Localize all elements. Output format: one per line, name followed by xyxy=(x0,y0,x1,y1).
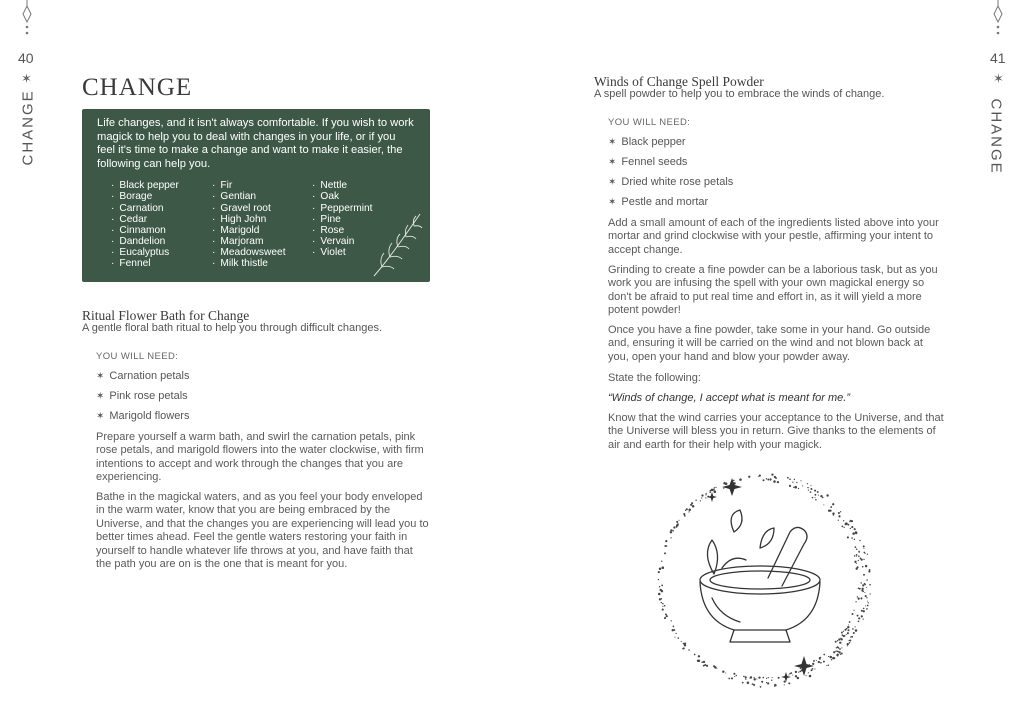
ingredient-item: · High John xyxy=(212,214,312,225)
rosemary-sprig-icon xyxy=(370,210,426,278)
ritual-need-label: YOU WILL NEED: xyxy=(96,351,179,362)
spell-title: Winds of Change Spell Powder xyxy=(594,74,764,89)
ingredient-column-1 xyxy=(97,180,212,269)
diamond-drop-ornament-icon xyxy=(20,0,34,40)
spell-quote: “Winds of change, I accept what is meant for me.” xyxy=(608,392,851,404)
side-title-right: CHANGE xyxy=(987,98,1005,175)
ritual-need-item: ✶ Pink rose petals xyxy=(96,390,188,402)
ingredient-item: · Marigold xyxy=(212,225,312,236)
page-title: CHANGE xyxy=(82,74,193,101)
spell-paragraph: Once you have a fine powder, take some in your hand. Go outside and, ensuring it will be carried on the wind and not blown back at you, open your hand and blow your powder away. xyxy=(608,324,931,363)
spell-paragraph: Add a small amount of each of the ingredients listed above into your mortar and grind clockwise with your pestle, affirming your intent to accept change. xyxy=(608,217,939,256)
ritual-title: Ritual Flower Bath for Change xyxy=(82,308,250,323)
ingredient-item: · Eucalyptus xyxy=(111,247,212,258)
ingredient-item: · Meadowsweet xyxy=(212,247,312,258)
spell-subtitle: A spell powder to help you to embrace the winds of change. xyxy=(594,88,885,100)
ingredient-columns xyxy=(97,180,416,269)
intro-box xyxy=(82,109,430,282)
ritual-need-item: ✶ Marigold flowers xyxy=(96,410,190,422)
spell-paragraph: State the following: xyxy=(608,372,701,384)
ingredient-item: · Fennel xyxy=(111,258,212,269)
ingredient-item: · Violet xyxy=(312,247,392,258)
ritual-need-item: ✶ Carnation petals xyxy=(96,370,190,382)
ingredient-item: · Rose xyxy=(312,225,392,236)
ritual-subtitle: A gentle floral bath ritual to help you through difficult changes. xyxy=(82,322,383,334)
mortar-pestle-illustration-icon xyxy=(650,470,874,692)
page-number-left: 40 xyxy=(18,50,34,66)
ingredient-item: · Peppermint xyxy=(312,203,392,214)
side-title-left: CHANGE xyxy=(19,89,37,166)
ingredient-item: · Nettle xyxy=(312,180,392,191)
spell-need-item: ✶ Pestle and mortar xyxy=(608,196,709,208)
page-number-right: 41 xyxy=(990,50,1006,66)
intro-text: Life changes, and it isn't always comfortable. If you wish to work magick to help you to deal with changes in your life, or if you feel it's time to make a change and want to make it easier, the following can help you. xyxy=(97,117,414,170)
ingredient-item: · Dandelion xyxy=(111,236,212,247)
ingredient-item: · Cedar xyxy=(111,214,212,225)
ingredient-item: · Fir xyxy=(212,180,312,191)
diamond-drop-ornament-icon xyxy=(991,0,1005,40)
ingredient-item: · Gentian xyxy=(212,191,312,202)
ingredient-item: · Milk thistle xyxy=(212,258,312,269)
spell-need-item: ✶ Dried white rose petals xyxy=(608,176,734,188)
spell-need-item: ✶ Fennel seeds xyxy=(608,156,688,168)
ingredient-item: · Carnation xyxy=(111,203,212,214)
ingredient-item: · Oak xyxy=(312,191,392,202)
ingredient-item: · Cinnamon xyxy=(111,225,212,236)
ingredient-item: · Gravel root xyxy=(212,203,312,214)
ingredient-item: · Pine xyxy=(312,214,392,225)
ritual-paragraph: Bathe in the magickal waters, and as you feel your body enveloped in the warm water, know that you are being embraced by the Universe, and that the changes you are experiencing will lead you to better times ahead. Feel the gentle waters restoring your faith in yourself to handle whatever life throws at you, and have faith that the path you are on is the one that is meant for you. xyxy=(96,491,429,571)
spell-paragraph: Grinding to create a fine powder can be a laborious task, but as you work you are infusing the spell with your own magickal energy so don't be afraid to put real time and effort in, as it will yield a more potent powder! xyxy=(608,264,938,317)
ingredient-column-2 xyxy=(212,180,312,269)
sparkle-star-icon: ✶ xyxy=(21,71,32,86)
spell-need-label: YOU WILL NEED: xyxy=(608,117,691,128)
sparkle-star-icon: ✶ xyxy=(993,71,1004,86)
spell-closing: Know that the wind carries your acceptance to the Universe, and that the Universe will bless you in return. Give thanks to the elements of air and earth for their help with your magick. xyxy=(608,412,944,451)
ritual-paragraph: Prepare yourself a warm bath, and swirl the carnation petals, pink rose petals, and marigold flowers into the water clockwise, with firm intentions to accept and work through the changes that you are experiencing. xyxy=(96,431,424,484)
ingredient-item: · Borage xyxy=(111,191,212,202)
spell-need-item: ✶ Black pepper xyxy=(608,136,686,148)
ingredient-item: · Vervain xyxy=(312,236,392,247)
ingredient-item: · Marjoram xyxy=(212,236,312,247)
ingredient-item: · Black pepper xyxy=(111,180,212,191)
